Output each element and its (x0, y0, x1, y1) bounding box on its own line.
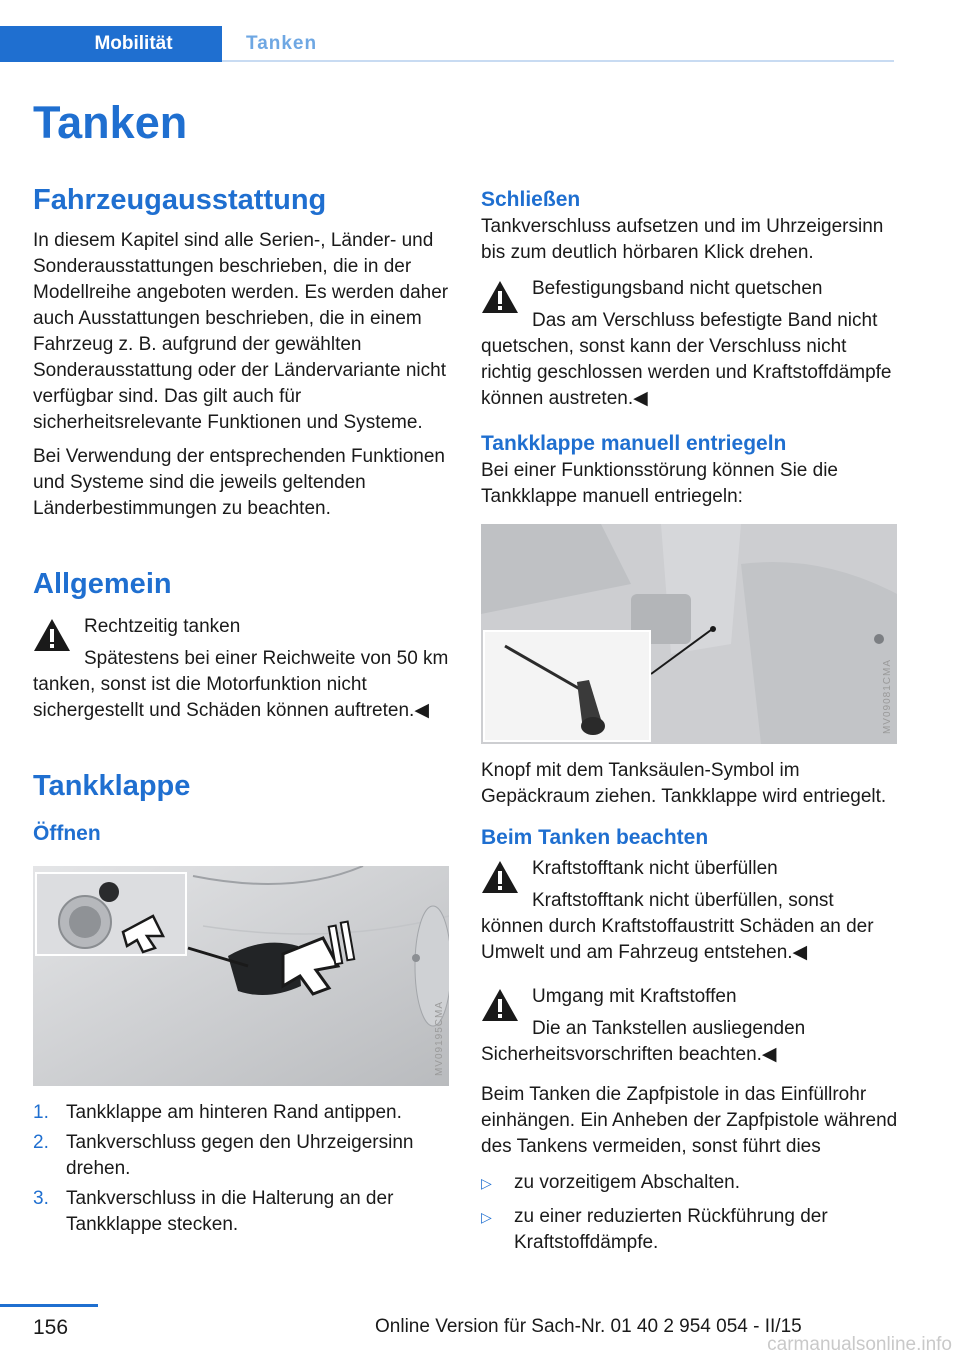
step-number: 2. (33, 1132, 49, 1153)
list-item (33, 1100, 451, 1126)
header-rule (222, 60, 894, 62)
watermark: carmanualsonline.info (767, 1334, 952, 1355)
release-knob-detail (485, 632, 649, 740)
warning-title: Befestigungsband nicht quetschen (532, 278, 823, 299)
footer-rule (0, 1304, 98, 1307)
page-number: 156 (33, 1316, 69, 1339)
image-code: MV09081CMA (882, 658, 893, 734)
warning-block (33, 614, 451, 724)
warning-triangle-icon (481, 280, 519, 314)
subheading-schliessen: Schließen (481, 188, 581, 211)
list-item (481, 1170, 899, 1196)
paragraph: Bei Verwendung der entsprechenden Funktionen und Systeme sind die jeweils geltenden Länderbestimmungen zu beachten. (33, 446, 445, 519)
release-knob-inset (483, 630, 651, 742)
section-heading-fahrzeugausstattung: Fahrzeugausstattung (33, 184, 327, 216)
bullet-text: zu vorzeitigem Abschalten. (514, 1172, 741, 1193)
page-title: Tanken (33, 97, 188, 148)
list-item (33, 1130, 451, 1182)
warning-triangle-icon (481, 988, 519, 1022)
steps-list (33, 1100, 451, 1238)
fuel-flap-image (33, 866, 449, 1086)
paragraph: Bei einer Funktionsstörung können Sie die Tankklappe manuell entriegeln: (481, 460, 839, 507)
chapter-tabs (0, 26, 341, 62)
trunk-release-image (481, 524, 897, 744)
tab-tanken[interactable]: Tanken (246, 33, 318, 54)
warning-triangle-icon (33, 618, 71, 652)
warning-text: Die an Tankstellen ausliegenden Sicherheitsvorschriften beachten.◀ (481, 1018, 806, 1065)
list-item (33, 1186, 451, 1238)
paragraph: Beim Tanken die Zapfpistole in das Einfüllrohr einhängen. Ein Anheben der Zapfpistole während des Tankens vermeiden, sonst führt dies (481, 1084, 898, 1157)
step-number: 3. (33, 1188, 49, 1209)
warning-block (481, 856, 899, 966)
triangle-bullet-icon: ▷ (481, 1175, 492, 1191)
paragraph: Tankverschluss aufsetzen und im Uhrzeigersinn bis zum deutlich hörbaren Klick drehen. (481, 216, 884, 263)
warning-text: Kraftstofftank nicht überfüllen, sonst können durch Kraftstoffaustritt Schäden an der Umwelt und am Fahrzeug entstehen.◀ (481, 890, 874, 963)
warning-text: Das am Verschluss befestigte Band nicht quetschen, sonst kann der Verschluss nicht richtig geschlossen werden und Kraftstoffdämpfe können austreten.◀ (481, 310, 892, 409)
fuel-cap-detail (37, 874, 185, 954)
section-heading-tankklappe: Tankklappe (33, 770, 191, 802)
bullet-list (481, 1170, 899, 1256)
triangle-bullet-icon: ▷ (481, 1209, 492, 1225)
right-column (481, 186, 899, 1256)
section-heading-allgemein: Allgemein (33, 568, 172, 600)
warning-triangle-icon (481, 860, 519, 894)
paragraph: Knopf mit dem Tanksäulen-Symbol im Gepäckraum ziehen. Tankklappe wird entriegelt. (481, 760, 887, 807)
subheading-beim-tanken: Beim Tanken beachten (481, 826, 709, 849)
step-text: Tankverschluss gegen den Uhrzeigersinn drehen. (66, 1132, 414, 1179)
step-text: Tankklappe am hinteren Rand antippen. (66, 1102, 402, 1123)
footer-version: Online Version für Sach-Nr. 01 40 2 954 054 - II/15 (375, 1316, 802, 1337)
list-item (481, 1204, 899, 1256)
warning-title: Rechtzeitig tanken (84, 616, 241, 637)
tab-mobilitaet[interactable]: Mobilität (0, 26, 222, 62)
step-number: 1. (33, 1102, 49, 1123)
subheading-oeffnen: Öffnen (33, 822, 101, 845)
warning-text: Spätestens bei einer Reichweite von 50 km tanken, sonst ist die Motorfunktion nicht sichergestellt und Schäden können auftreten.◀ (33, 648, 449, 721)
subheading-manuell-entriegeln: Tankklappe manuell entriegeln (481, 432, 787, 455)
warning-title: Kraftstofftank nicht überfüllen (532, 858, 778, 879)
paragraph: In diesem Kapitel sind alle Serien-, Länder- und Sonderausstattungen beschrieben, die in der Modellreihe angeboten werden. Es werden daher auch Ausstattungen beschrieben, die in einem Fahrzeug z. B. aufgrund der gewählten Sonderausstattung oder der Ländervariante nicht verfügbar sind. Das gilt auch für sicherheitsrelevante Funktionen und Systeme. (33, 230, 449, 433)
fuel-cap-inset (35, 872, 187, 956)
left-column (33, 180, 451, 1238)
warning-title: Umgang mit Kraftstoffen (532, 986, 737, 1007)
image-code: MV09195CMA (434, 1000, 445, 1076)
step-text: Tankverschluss in die Halterung an der Tankklappe stecken. (66, 1188, 394, 1235)
warning-block (481, 276, 899, 412)
warning-block (481, 984, 899, 1068)
bullet-text: zu einer reduzierten Rückführung der Kraftstoffdämpfe. (514, 1206, 828, 1253)
